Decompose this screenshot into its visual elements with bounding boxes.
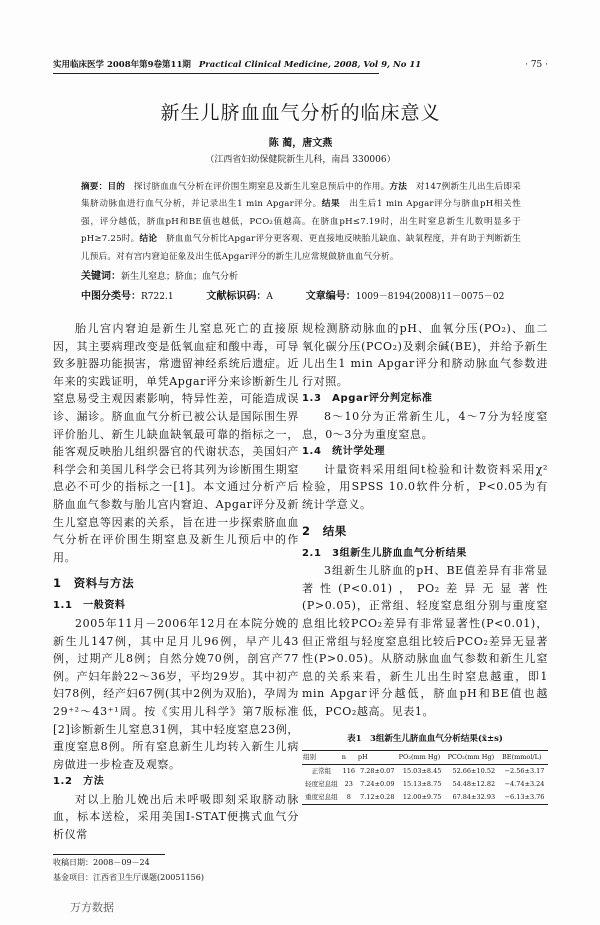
cell: 52.66±10.52 <box>452 766 496 775</box>
cell: −2.56±3.17 <box>504 766 545 775</box>
section-1-2-heading: 1.2 方法 <box>53 776 105 788</box>
cell: 7.28±0.07 <box>360 766 395 775</box>
section-1-1-text: 2005年11月－2006年12月在本院分娩的新生儿147例，其中足月儿96例，早产儿43例，过期产儿8例；自然分娩70例，剖宫产77例。产妇年龄22～36岁，平均29岁。其中初产妇78例，经产妇67例(其中2例为双胎)，孕周为29⁺²～43⁺¹周。按《实用儿科学》第7版标准[2]诊断新生儿窒息31例，其中轻度窒息23例，重度窒息8例。所有窒息新生儿均转入新生儿病房做进一步检查及观察。 <box>53 616 299 771</box>
table-header: BE(mmol/L) <box>501 750 548 764</box>
article-label: 文章编号： <box>305 291 356 303</box>
cell: 7.12±0.28 <box>357 791 398 805</box>
right-column <box>302 320 548 915</box>
keywords-label: 关键词： <box>81 271 121 283</box>
cell: 67.84±32.93 <box>447 791 501 805</box>
left-column <box>53 320 299 915</box>
footnote-fund: 基金项目：江西省卫生厅课题(20051156) <box>53 872 204 882</box>
conclusion-label: 结论 <box>139 234 158 245</box>
footnote-received: 收稿日期：2008－09－24 <box>53 857 150 867</box>
abstract-label: 摘要： <box>81 182 108 192</box>
doc-label: 文献标识码： <box>206 291 267 303</box>
header-rule <box>53 73 379 74</box>
results-label: 结果 <box>321 199 341 210</box>
table-1 <box>302 733 548 805</box>
section-1-2-continued: 规检测脐动脉血的pH、血氧分压(PO₂)、血二氧化碳分压(PCO₂)及剩余碱(BE)，并给予新生儿出生1 min Apgar评分和脐动脉血气参数进行对照。 <box>302 322 548 388</box>
watermark: 万方数据 <box>70 900 114 914</box>
intro-paragraph: 胎儿宫内窘迫是新生儿窒息死亡的直接原因，其主要病理改变是低氧血症和酸中毒，可导致多脏器功能损害，常遗留神经系统后遗症。近年来的实践证明，单凭Apgar评分来诊断新生儿窒息易受主观因素影响，特异性差，可能造成误诊、漏诊。脐血血气分析已被公认是国际围生界评价胎儿、新生儿缺血缺氧最可靠的指标之一，能客观反映胎儿组织器官的代谢状态，美国妇产科学会和美国儿科学会已将其列为诊断围生期窒息必不可少的指标之一[1]。本文通过分析产后脐血血气参数与胎儿宫内窘迫、Apgar评分及新生儿窒息等因素的关系，旨在进一步探索脐血血气分析在评价围生期窒息及新生儿预后中的作用。 <box>53 322 299 564</box>
cell: 8 <box>341 791 357 805</box>
cell: 12.00±9.75 <box>398 791 447 805</box>
table-header: 组别 <box>302 750 341 764</box>
method-text: 对147例新生儿出生后即采集脐动脉血进行血气分析，并记录出生1 min Apgar评分。 <box>81 182 521 210</box>
running-header <box>53 59 548 71</box>
cell: −4.74±3.24 <box>504 779 545 788</box>
section-1-heading: 1 资料与方法 <box>53 576 135 591</box>
cell: 7.24±0.09 <box>360 779 395 788</box>
results-table <box>302 750 548 805</box>
doc-value: A <box>266 292 273 303</box>
table-row <box>302 791 548 805</box>
article-value: 1009－8194(2008)11－0075－02 <box>355 292 505 303</box>
table-header: n <box>341 750 357 764</box>
table-caption: 表1 3组新生儿脐血血气分析结果(x̄±s) <box>347 733 503 744</box>
cell: 54.48±12.82 <box>452 779 496 788</box>
section-1-1-heading: 1.1 一般资料 <box>53 600 126 612</box>
table-header: PCO₂(mm Hg) <box>447 750 501 764</box>
objective-label: 目的 <box>107 182 126 192</box>
journal-cn: 实用临床医学 2008年第9卷第11期 <box>53 60 191 70</box>
page-number: · 75 · <box>525 60 548 70</box>
clc-value: R722.1 <box>141 292 174 303</box>
cell: 正常组 <box>311 766 332 775</box>
section-1-3-heading: 1.3 Apgar评分判定标准 <box>302 393 433 405</box>
clc-label: 中图分类号： <box>81 291 141 303</box>
section-2-1-text: 3组新生儿脐血的pH、BE值差异有非常显著性(P<0.01)，PO₂差异无显著性(P>0.05)，正常组、轻度窒息组分别与重度窒息组比较PCO₂差异有非常显著性(P<0.01)，但正常组与轻度窒息组比较后PCO₂差异无显著性(P>0.05)。从脐动脉血血气参数和新生儿窒息的关系来看，新生儿出生时窒息越重，即1 min Apgar评分越低，脐血pH和BE值也越低，PCO₂越高。见表1。 <box>302 564 548 718</box>
cell: 23 <box>344 779 353 788</box>
table-header: pH <box>357 750 398 764</box>
affiliation: （江西省妇幼保健院新生儿科，南昌 330006） <box>205 155 396 165</box>
section-2-1-heading: 2.1 3组新生儿脐血血气分析结果 <box>302 547 467 559</box>
section-1-3-text: 8～10分为正常新生儿，4～7分为轻度窒息，0～3分为重度窒息。 <box>302 410 548 441</box>
cell: 116 <box>342 766 355 775</box>
section-1-4-text: 计量资料采用组间t检验和计数资料采用χ²检验，用SPSS 10.0软件分析，P<0.05为有统计学意义。 <box>302 462 548 511</box>
section-2-heading: 2 结果 <box>302 523 347 538</box>
cell: 15.03±8.45 <box>402 766 442 775</box>
conclusion-text: 脐血血气分析比Apgar评分更客观、更直接地反映胎儿缺血、缺氧程度，并有助于判断新生儿预后。对有宫内窘迫征象及出生低Apgar评分的新生儿应常规做脐血血气分析。 <box>81 234 521 262</box>
objective-text: 探讨脐血血气分析在评价围生期窒息及新生儿窒息预后中的作用。 <box>133 182 390 192</box>
cell: 轻度窒息组 <box>305 779 338 788</box>
journal-en: Practical Clinical Medicine, 2008, Vol 9, No 11 <box>198 60 422 70</box>
classification <box>81 288 541 306</box>
authors: 陈 蔺，唐文燕 <box>268 138 333 149</box>
section-1-4-heading: 1.4 统计学处理 <box>302 446 386 458</box>
method-label: 方法 <box>389 182 408 192</box>
abstract <box>81 179 521 266</box>
keywords-value: 新生儿窒息；脐血；血气分析 <box>121 272 239 283</box>
keywords <box>81 268 548 286</box>
cell: 15.13±8.75 <box>402 779 442 788</box>
table-header: PO₂(mm Hg) <box>398 750 447 764</box>
results-text: 出生后1 min Apgar评分与脐血pH相关性强，评分越低，脐血pH和BE值也越低，PCO₂值越高。在脐血pH≤7.19时，出生时窒息新生儿数明显多于pH≥7.25时。 <box>81 199 521 245</box>
section-1-2-text: 对以上胎儿娩出后未呼吸即刻采取脐动脉血，标本送检，采用美国I-STAT便携式血气分析仪常 <box>53 792 299 842</box>
table-row <box>302 778 548 791</box>
paper-title: 新生儿脐血血气分析的临床意义 <box>160 102 441 124</box>
table-row <box>302 764 548 778</box>
cell: 重度窒息组 <box>302 791 341 805</box>
body-columns <box>53 320 548 915</box>
cell: −6.13±3.76 <box>501 791 548 805</box>
